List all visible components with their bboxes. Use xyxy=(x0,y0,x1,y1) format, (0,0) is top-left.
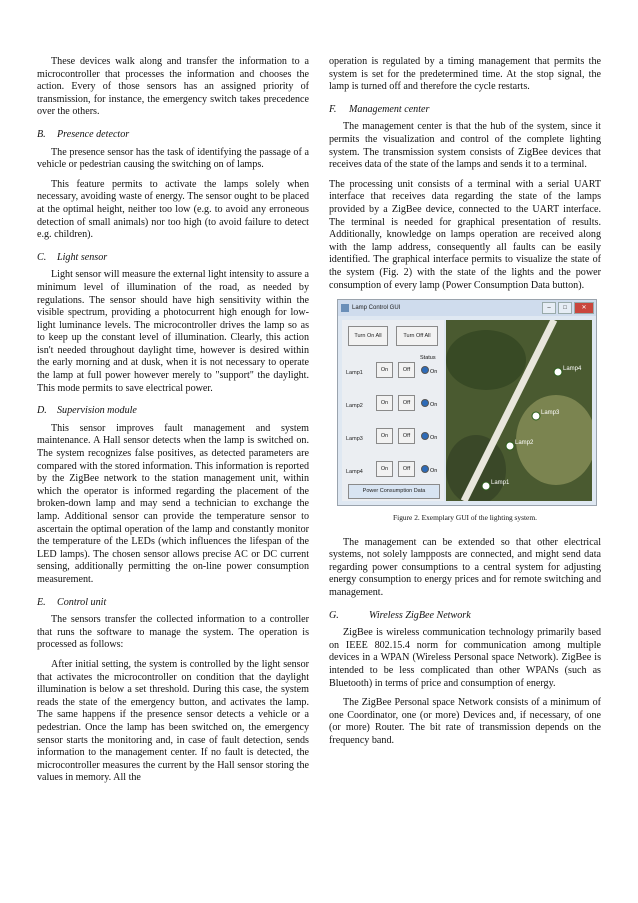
section-heading-f: F. Management center xyxy=(329,103,430,115)
power-consumption-button: Power Consumption Data xyxy=(348,484,440,499)
lamp-off-button: Off xyxy=(398,428,415,444)
lamp-off-button: Off xyxy=(398,395,415,411)
status-label: Status xyxy=(420,355,436,362)
status-on-label: On xyxy=(430,402,438,409)
turn-off-all-button: Turn Off All xyxy=(396,326,438,346)
status-radio xyxy=(421,399,429,407)
section-heading-c: C. Light sensor xyxy=(37,251,108,263)
app-icon xyxy=(341,304,349,312)
paragraph: The presence sensor has the task of identifying the passage of a vehicle or pedestrian causing the switching on of lamps. xyxy=(37,146,309,171)
left-column xyxy=(37,56,309,792)
paragraph: The processing unit consists of a terminal with a serial UART interface that receives data regarding the state of the lamps provided by a ZigBee device, connected to the UART interface. The terminal is needed for graphical presentation of results. Additionally, knowledge on lamps operation are received along with the lamp address, consequently all faults can be easily identified. The graphical interface permits to visualize the state of the system (Fig. 2) with the state of the lights and the power consumption of every lamp (Power Consumption Data button). xyxy=(329,178,601,291)
section-heading-b: B. Presence detector xyxy=(37,128,130,140)
map-lamp-label: Lamp4 xyxy=(563,366,582,373)
map-lamp-label: Lamp2 xyxy=(515,440,534,447)
status-radio xyxy=(421,465,429,473)
paragraph: This feature permits to activate the lamps solely when necessary, avoiding waste of energy. The sensor ought to be placed at the optimal height, neither too low (e.g. to avoid any erroneous detection of small animals) nor too high (to avoid failure to detect e.g. children). xyxy=(37,178,309,241)
figure-caption: Figure 2. Exemplary GUI of the lighting system. xyxy=(393,513,537,523)
lamp-on-button: On xyxy=(376,362,393,378)
minimize-icon: – xyxy=(542,302,556,314)
map-lamp-label: Lamp3 xyxy=(541,410,560,417)
lamp-label: Lamp2 xyxy=(346,403,363,410)
lamp-on-button: On xyxy=(376,428,393,444)
close-icon: ✕ xyxy=(574,302,594,314)
lamp-off-button: Off xyxy=(398,461,415,477)
paragraph: The management can be extended so that other electrical systems, not solely lampposts are connected, and might send data regarding power consumptions to a central system for adjusting energy consumption to energy prices and for remote switching and management. xyxy=(329,536,601,599)
paragraph: The ZigBee Personal space Network consists of a minimum of one Coordinator, one (or more) Devices and, if necessary, of one (or more) Router. The bit rate of transmission depends on the frequency band. xyxy=(329,697,601,746)
section-heading-g: G. Wireless ZigBee Network xyxy=(329,609,471,621)
paragraph: ZigBee is wireless communication technology primarily based on IEEE 802.15.4 norm for communication among multiple devices in a WPAN (Wireless Personal space Network). ZigBee is intended to be less complicated than other WPANs (such as Bluetooth) in terms of price and consumption of energy. xyxy=(329,627,601,689)
control-panel xyxy=(342,320,444,501)
map-road xyxy=(446,320,592,501)
paragraph: operation is regulated by a timing management that permits the system is set for the predetermined time. At the stop signal, the lamp is turned off and therefore the cycle restarts. xyxy=(329,56,601,93)
window-titlebar: Lamp Control GUI – □ ✕ xyxy=(338,300,596,316)
right-column xyxy=(329,56,601,755)
paragraph: These devices walk along and transfer the information to a microcontroller that processes the information and chooses the action. Every of those sensors has an assigned priority of transmission, for instance, the emergency switch takes precedence over the others. xyxy=(37,56,309,118)
lamp-off-button: Off xyxy=(398,362,415,378)
paragraph: After initial setting, the system is controlled by the light sensor that activates the microcontroller on condition that the daylight illumination is below a set threshold. During this case, the system reads the state of the emergency button, and activates the lamp. The same happens if the presence sensor detects a vehicle or a pedestrian. Once the lamp has been switched on, the emergency sensor starts the monitoring and, in case of fault detection, sends information to the management center. If no fault is detected, the microcontroller measures the current by the Hall sensor storing the values in memory. All the xyxy=(37,658,309,784)
lamp-on-button: On xyxy=(376,461,393,477)
paragraph: Light sensor will measure the external light intensity to assure a minimum level of illumination of the road, as needed by regulations. The sensor should have high sensitivity within the visible spectrum, providing a photocurrent high enough for low-light luminance levels. The microcontroller drives the lamp so as to keep up the constant level of illumination. Clearly, this action isn't needed throughout daylight time, however is desired within the early morning and at dusk, when it is not necessary to operate the lamp at full power however merely to "support" the daylight. This mode permits to save electrical power. xyxy=(37,269,309,394)
paragraph: The management center is that the hub of the system, since it permits the visualization and control of the complete lighting system. The transmission system consists of ZigBee devices that receives data of the state of the lamps and sends it to a terminal. xyxy=(329,121,601,171)
status-on-label: On xyxy=(430,369,438,376)
window-controls xyxy=(542,302,594,314)
paragraph: The sensors transfer the collected information to a controller that runs the software to manage the system. The operation is processed as follows: xyxy=(37,614,309,651)
map-lamp-label: Lamp1 xyxy=(491,480,510,487)
section-heading-d: D. Supervision module xyxy=(37,405,137,417)
aerial-map-image xyxy=(446,320,592,501)
figure-gui-screenshot xyxy=(337,299,597,506)
status-on-label: On xyxy=(430,435,438,442)
paragraph: This sensor improves fault management and system maintenance. A Hall sensor detects when the lamp is switched on. The system recognizes false positives, as detected parameters are compared with the stored information. This information is reported by the ZigBee network to the station management unit, within which the operator is informed regarding the placement of the broken-down lamp and may send a technician to exchange the lamp. Additional sensor can provide the temperature sensor to ascertain the optimal operation of the lamp and constantly monitor the temperature of the LEDs (which influences the lifespan of the LED lamps). The chosen sensor allows precise AC or DC current sensing, additionally permitting the on-line power consumption measurement. xyxy=(37,422,309,585)
maximize-icon: □ xyxy=(558,302,572,314)
lamp-on-button: On xyxy=(376,395,393,411)
lamp-label: Lamp4 xyxy=(346,469,363,476)
lamp-label: Lamp1 xyxy=(346,370,363,377)
section-heading-e: E. Control unit xyxy=(37,596,107,608)
lamp-label: Lamp3 xyxy=(346,436,363,443)
status-radio xyxy=(421,432,429,440)
turn-on-all-button: Turn On All xyxy=(348,326,388,346)
status-radio xyxy=(421,366,429,374)
status-on-label: On xyxy=(430,468,438,475)
